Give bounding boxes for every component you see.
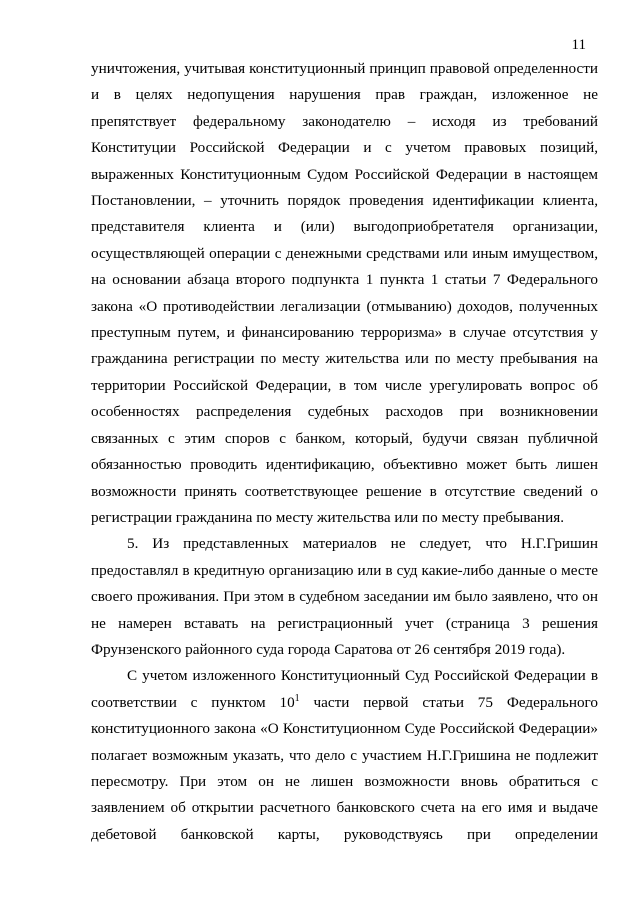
paragraph-conclusion-text-after: части первой статьи 75 Федерального конституционного закона «О Конституционном Суде Российской Федерации» полагает возможным указать, что дело с участием Н.Г.Гришина не подлежит пересмотру. При этом он не лишен возможности вновь обратиться с заявлением об открытии расчетного банковского счета на его имя и выдаче дебетовой банковской карты, руководствуясь при определении (91, 693, 598, 843)
superscript-mark: 1 (294, 692, 300, 704)
paragraph-conclusion-text-before: С учетом изложенного Конституционный Суд Российской Федерации в соответствии с пунктом 10 (91, 667, 598, 711)
paragraph-5: 5. Из представленных материалов не следует, что Н.Г.Гришин предоставлял в кредитную организацию или в суд какие-либо данные о месте своего проживания. При этом в судебном заседании им было заявлено, что он не намерен вставать на регистрационный учет (страница 3 решения Фрунзенского районного суда города Саратова от 26 сентября 2019 года). (91, 535, 598, 658)
page-number: 11 (571, 37, 586, 53)
paragraph-continuation: уничтожения, учитывая конституционный принцип правовой определенности и в целях недопущения нарушения прав граждан, изложенное не препятствует федеральному законодателю – исходя из требований Конституции Российской Федерации и с учетом правовых позиций, выраженных Конституционным Судом Российской Федерации в настоящем Постановлении, – уточнить порядок проведения идентификации клиента, представителя клиента и (или) выгодоприобретателя организации, осуществляющей операции с денежными средствами или иным имуществом, на основании абзаца второго подпункта 1 пункта 1 статьи 7 Федерального закона «О противодействии легализации (отмыванию) доходов, полученных преступным путем, и финансированию терроризма» в случае отсутствия у гражданина регистрации по месту жительства или по месту пребывания на территории Российской Федерации, в том числе урегулировать вопрос об особенностях распределения судебных расходов при возникновении связанных с этим споров с банком, который, будучи связан публичной обязанностью проводить идентификацию, объективно может быть лишен возможности принять соответствующее решение в отсутствие сведений о регистрации гражданина по месту жительства или по месту пребывания. (91, 60, 598, 526)
document-body (91, 56, 598, 848)
paragraph-conclusion (91, 663, 598, 848)
